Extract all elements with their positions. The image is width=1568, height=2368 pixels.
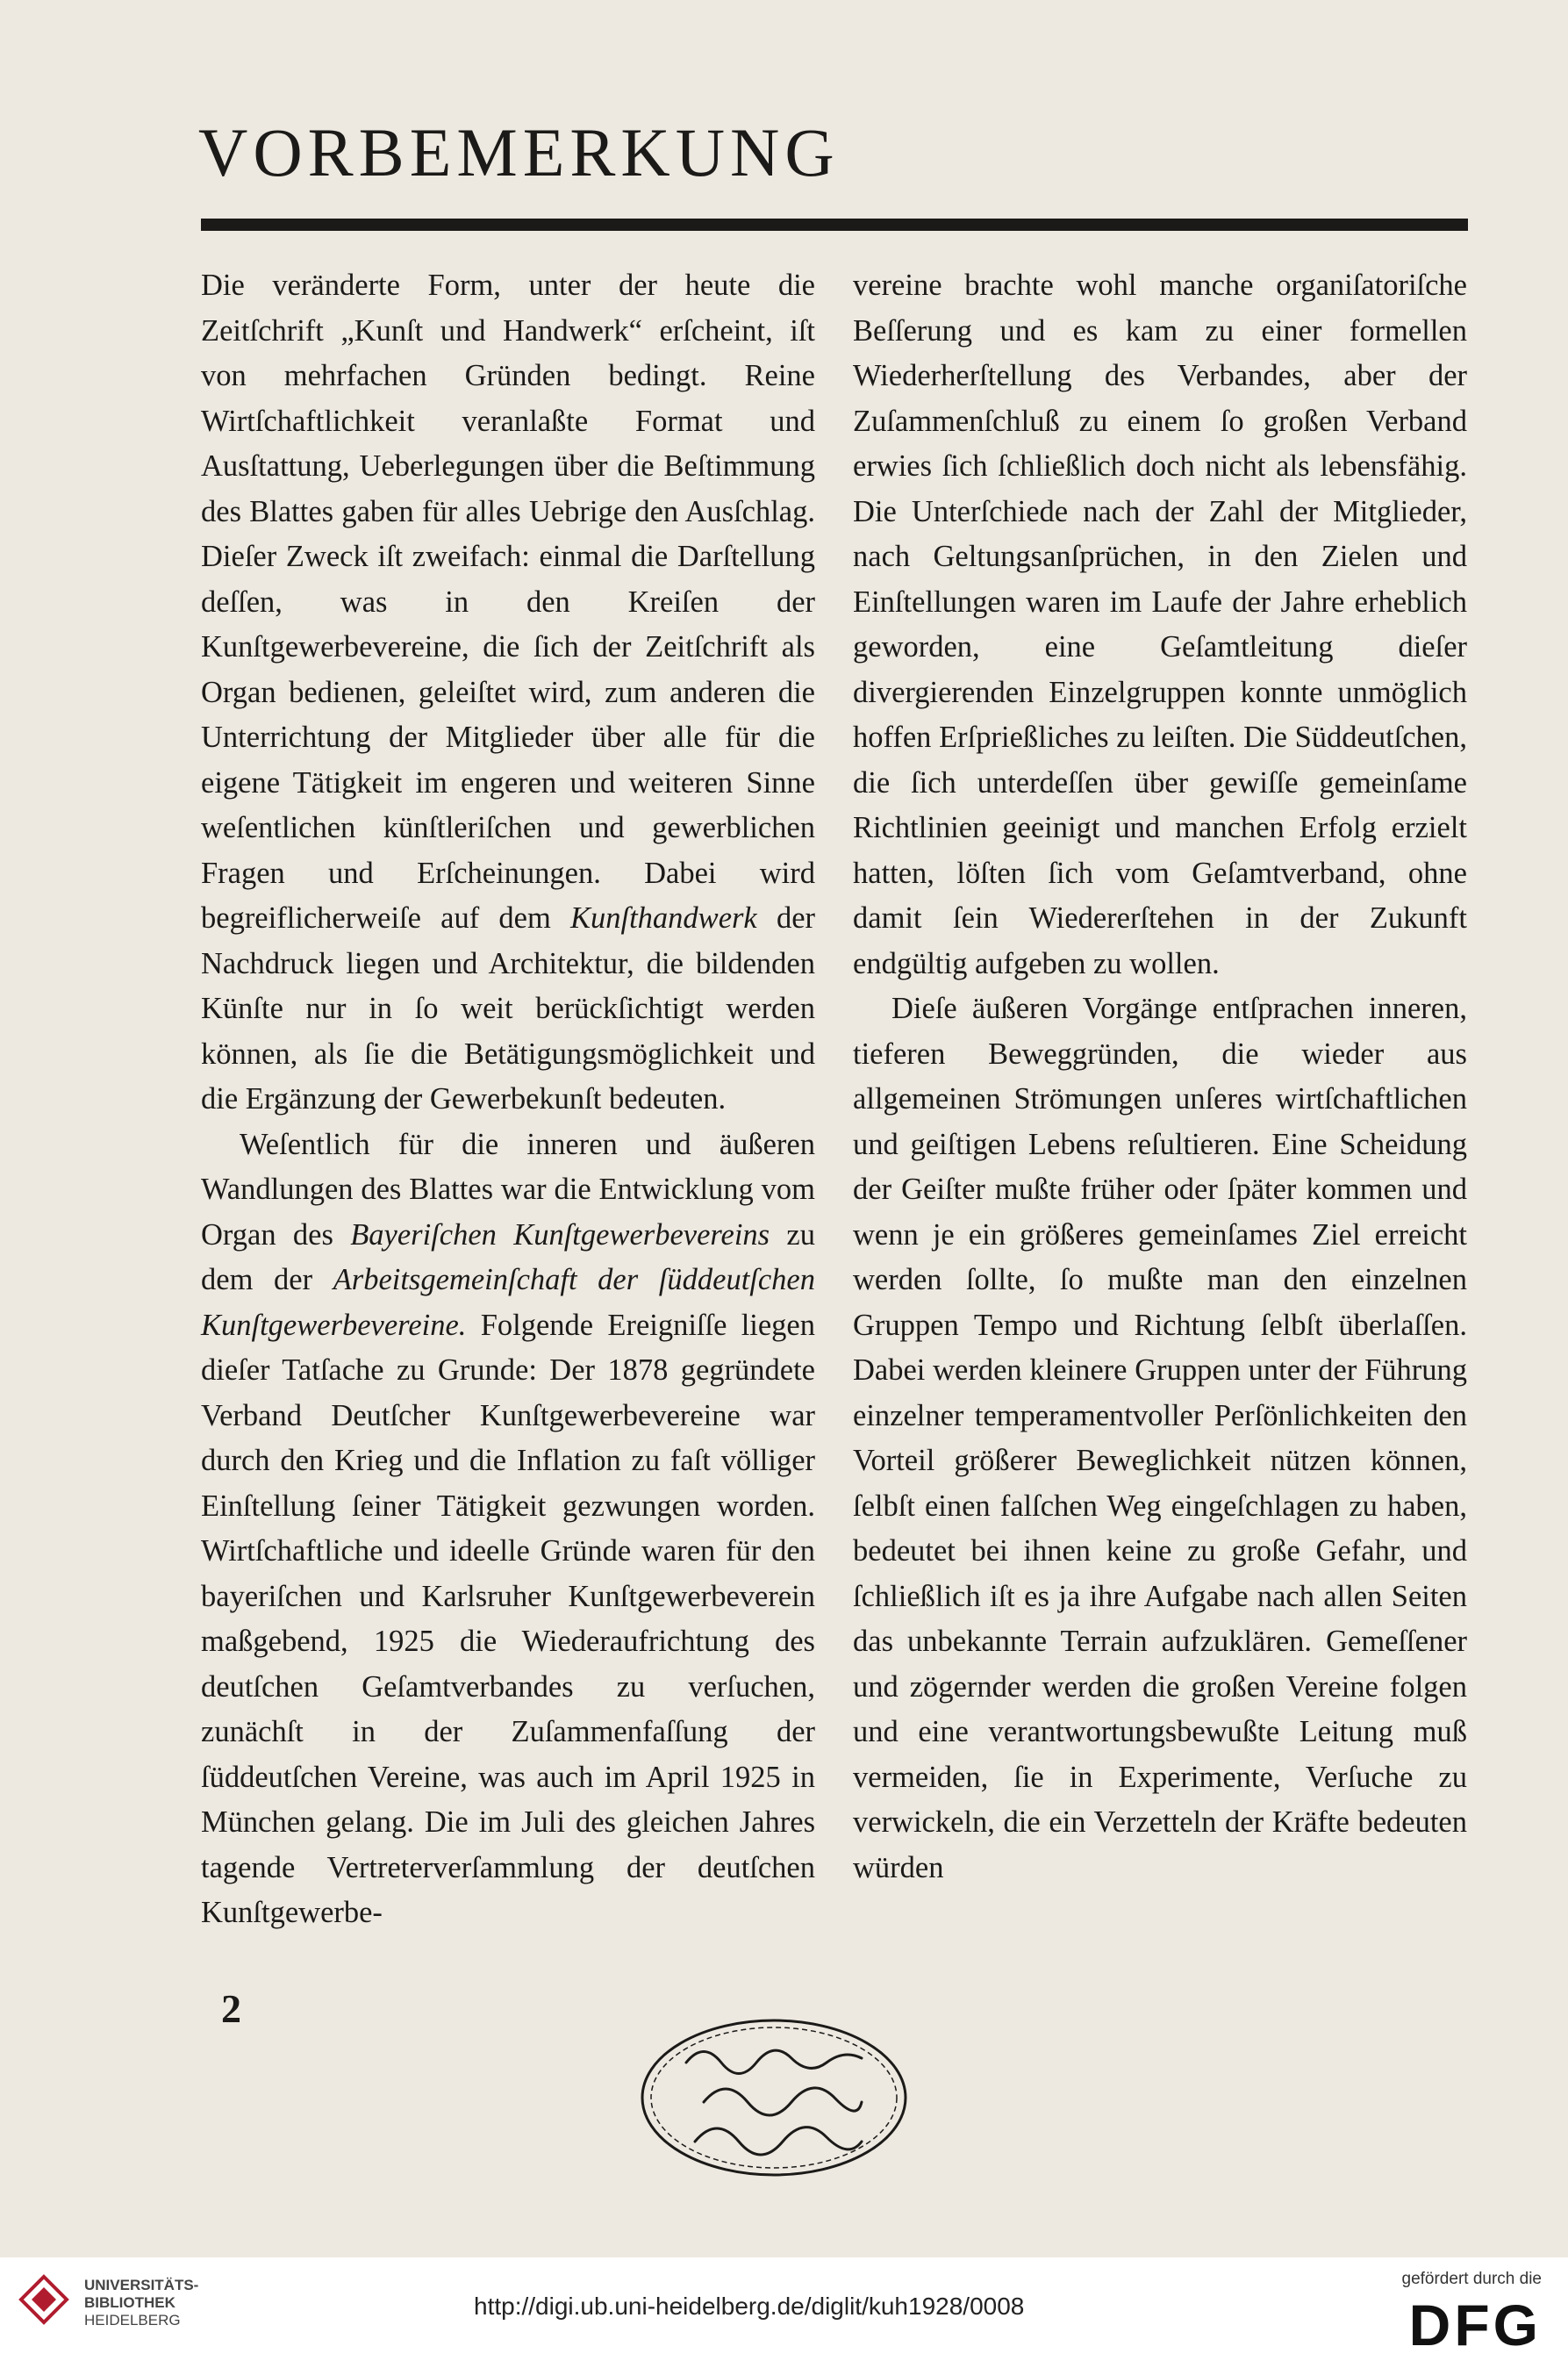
title-rule <box>201 219 1468 231</box>
paragraph: vereine brachte wohl manche organiſatoriſche Beſſerung und es kam zu einer formellen Wiederherſtellung des Verbandes, aber der Zuſammenſchluß zu einem ſo großen Verband erwies ſich ſchließlich doch nicht als lebensfähig. Die Unterſchiede nach der Zahl der Mitglieder, nach Geltungsanſprüchen, in den Zielen und Einſtellungen waren im Laufe der Jahre erheblich geworden, eine Geſamtleitung dieſer divergierenden Einzelgruppen konnte unmöglich hoffen Erſprießliches zu leiſten. Die Süddeutſchen, die ſich unterdeſſen über gewiſſe gemeinſame Richtlinien geeinigt und manchen Erfolg erzielt hatten, löſten ſich vom Geſamtverband, ohne damit ſein Wiedererſtehen in der Zukunft endgültig aufgeben zu wollen. <box>853 269 1467 980</box>
page-title: VORBEMERKUNG <box>198 114 840 190</box>
footer-bar <box>0 2257 1568 2368</box>
funding-label: gefördert durch die <box>1401 2270 1542 2288</box>
page-number: 2 <box>221 1986 241 2031</box>
left-column <box>201 263 815 1936</box>
paragraph: Dieſe äußeren Vorgänge entſprachen inneren, tieferen Beweggründen, die wieder aus allgemeinen Strömungen unſeres wirtſchaftlichen und geiſtigen Lebens reſultieren. Eine Scheidung der Geiſter mußte früher oder ſpäter kommen und wenn je ein größeres gemeinſames Ziel erreicht werden ſollte, ſo mußte man den einzelnen Gruppen Tempo und Richtung ſelbſt überlaſſen. Dabei werden kleinere Gruppen unter der Führung einzelner temperamentvoller Perſönlichkeiten den Vorteil größerer Beweglichkeit nützen können, ſelbſt einen falſchen Weg eingeſchlagen zu haben, bedeutet bei ihnen keine zu große Gefahr, und ſchließlich iſt es ja ihre Aufgabe nach allen Seiten das unbekannte Terrain aufzuklären. Gemeſſener und zögernder werden die großen Vereine folgen und eine verantwortungsbewußte Leitung muß vermeiden, ſie in Experimente, Verſuche zu verwickeln, die ein Verzetteln der Kräfte bedeuten würden <box>853 992 1467 1884</box>
paragraph: Weſentlich für die inneren und äußeren Wandlungen des Blattes war die Entwicklung vom Organ des Bayeriſchen Kunſtgewerbevereins zu dem der Arbeitsgemeinſchaft der ſüddeutſchen Kunſtgewerbevereine. Folgende Ereigniſſe liegen dieſer Tatſache zu Grunde: Der 1878 gegründete Verband Deutſcher Kunſtgewerbevereine war durch den Krieg und die Inflation zu faſt völliger Einſtellung ſeiner Tätigkeit gezwungen worden. Wirtſchaftliche und ideelle Gründe waren für den bayeriſchen und Karlsruher Kunſtgewerbeverein maßgebend, 1925 die Wiederaufrichtung des deutſchen Geſamtverbandes zu verſuchen, zunächſt in der Zuſammenfaſſung der ſüddeutſchen Vereine, was auch im April 1925 in München gelang. Die im Juli des gleichen Jahres tagende Vertreterverſammlung der deutſchen Kunſtgewerbe- <box>201 1127 815 1929</box>
paragraph: Die veränderte Form, unter der heute die Zeitſchrift „Kunſt und Handwerk“ erſcheint, iſt von mehrfachen Gründen bedingt. Reine Wirtſchaftlichkeit veranlaßte Format und Ausſtattung, Ueberlegungen über die Beſtimmung des Blattes gaben für alles Uebrige den Ausſchlag. Dieſer Zweck iſt zweifach: einmal die Darſtellung deſſen, was in den Kreiſen der Kunſtgewerbevereine, die ſich der Zeitſchrift als Organ bedienen, geleiſtet wird, zum anderen die Unterrichtung der Mitglieder über alle für die eigene Tätigkeit im engeren und weiteren Sinne weſentlichen künſtleriſchen und gewerblichen Fragen und Erſcheinungen. Dabei wird begreiflicherweiſe auf dem Kunſthandwerk der Nachdruck liegen und Architektur, die bildenden Künſte nur in ſo weit berückſichtigt werden können, als ſie die Betätigungsmöglichkeit und die Ergänzung der Gewerbekunſt bedeuten. <box>201 269 816 1116</box>
source-url-link[interactable]: http://digi.ub.uni-heidelberg.de/diglit/kuh1928/0008 <box>474 2293 1025 2320</box>
right-column <box>853 263 1467 1891</box>
university-name: UNIVERSITÄTS- BIBLIOTHEK HEIDELBERG <box>84 2277 199 2329</box>
dfg-logo: DFG <box>1408 2293 1542 2357</box>
university-logo-icon <box>18 2273 70 2326</box>
library-stamp <box>634 2010 914 2185</box>
